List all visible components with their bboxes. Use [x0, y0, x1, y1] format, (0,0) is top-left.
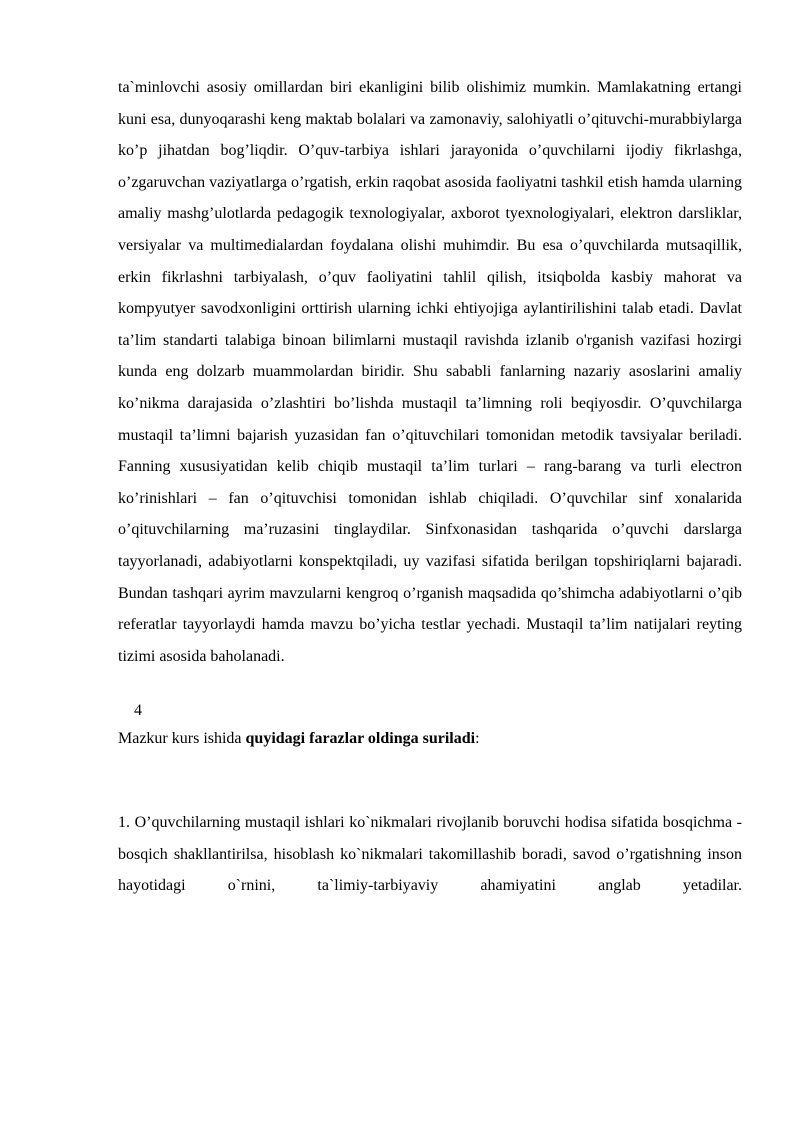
hypothesis-suffix: :: [475, 730, 480, 748]
intro-paragraph: ta`minlovchi asosiy omillardan biri ekanligini bilib olishimiz mumkin. Mamlakatning ertangi kuni esa, dunyoqarashi keng maktab bolalari va zamonaviy, salohiyatli o’qituvchi-murabbiylarga ko’p jihatdan bog’liqdir. O’quv-tarbiya ishlari jarayonida o’quvchilarni ijodiy fikrlashga, o’zgaruvchan vaziyatlarga o’rgatish, erkin raqobat asosida faoliyatni tashkil etish hamda ularning amaliy mashg’ulotlarda pedagogik texnologiyalar, axborot tyexnologiyalari, elektron darsliklar, versiyalar va multimedialardan foydalana olishi muhimdir. Bu esa o’quvchilarda mutsaqillik, erkin fikrlashni tarbiyalash, o’quv faoliyatini tahlil qilish, itsiqbolda kasbiy mahorat va kompyutyer savodxonligini orttirish ularning ichki ehtiyojiga aylantirilishini talab etadi. Davlat ta’lim standarti talabiga binoan bilimlarni mustaqil ravishda izlanib o'rganish vazifasi hozirgi kunda eng dolzarb muammolardan biridir. Shu sababli fanlarning nazariy asoslarini amaliy ko’nikma darajasida o’zlashtiri bo’lishda mustaqil ta’limning roli beqiyosdir. O’quvchilarga mustaqil ta’limni bajarish yuzasidan fan o’qituvchilari tomonidan metodik tavsiyalar beriladi. Fanning xususiyatidan kelib chiqib mustaqil ta’lim turlari – rang-barang va turli electron ko’rinishlari – fan o’qituvchisi tomonidan ishlab chiqiladi. O’quvchilar sinf xonalarida o’qituvchilarning ma’ruzasini tinglaydilar. Sinfxonasidan tashqarida o’quvchi darslarga tayyorlanadi, adabiyotlarni konspektqiladi, uy vazifasi sifatida berilgan topshiriqlarni bajaradi. Bundan tashqari ayrim mavzularni kengroq o’rganish maqsadida qo’shimcha adabiyotlarni o’qib referatlar tayyorlaydi hamda mavzu bo’yicha testlar yechadi. Mustaqil ta’lim natijalari reyting tizimi asosida baholanadi.: [118, 79, 742, 665]
hypothesis-prefix: Mazkur kurs ishida: [118, 730, 246, 748]
document-page: [118, 72, 742, 902]
hypothesis-heading: [118, 727, 742, 751]
hypothesis-item-1: 1. O’quvchilarning mustaqil ishlari ko`nikmalari rivojlanib boruvchi hodisa sifatida bosqichma - bosqich shakllantirilsa, hisoblash ko`nikmalari takomillashib boradi, savod o’rgatishning inson hayotidagi o`rnini, ta`limiy-tarbiyaviy ahamiyatini anglab yetadilar.: [118, 814, 742, 895]
page-number: 4: [134, 702, 142, 720]
hypothesis-bold-text: quyidagi farazlar oldinga suriladi: [245, 730, 476, 748]
